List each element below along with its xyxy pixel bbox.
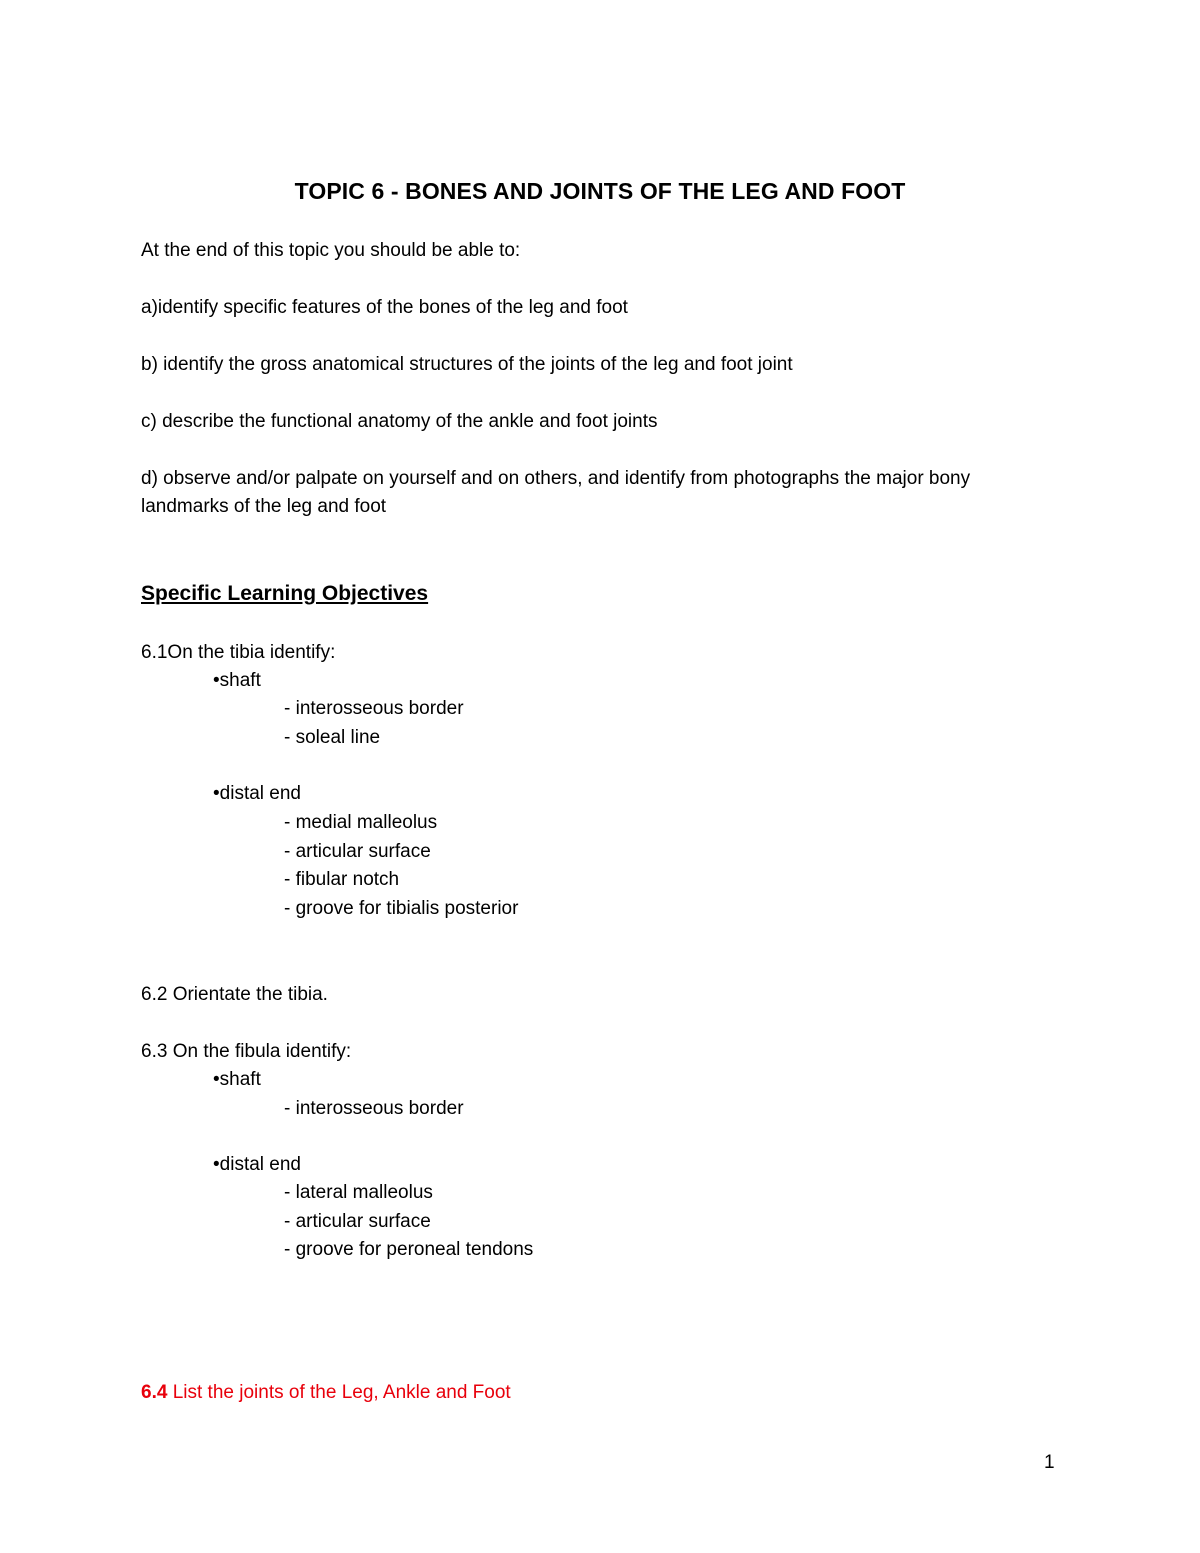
objective-6-3-shaft-item: - interosseous border <box>284 1098 464 1119</box>
page-number: 1 <box>1044 1452 1055 1473</box>
aim-b: b) identify the gross anatomical structures of the joints of the leg and foot joint <box>141 354 793 375</box>
objective-6-3-distal-item: - articular surface <box>284 1211 431 1232</box>
page-title: TOPIC 6 - BONES AND JOINTS OF THE LEG AND FOOT <box>294 178 906 204</box>
objective-6-3-distal-item: - lateral malleolus <box>284 1182 433 1203</box>
objective-6-1-distal-item: - articular surface <box>284 841 431 862</box>
objective-6-4 <box>141 1381 511 1405</box>
intro-text: At the end of this topic you should be able to: <box>141 240 521 261</box>
objective-6-2: 6.2 Orientate the tibia. <box>141 984 328 1005</box>
objective-6-3-distal: •distal end <box>213 1154 301 1175</box>
objective-6-3-label: 6.3 On the fibula identify: <box>141 1041 352 1062</box>
objective-6-1-shaft: •shaft <box>213 670 261 691</box>
objective-6-1-label: 6.1On the tibia identify: <box>141 642 336 663</box>
objectives-heading: Specific Learning Objectives <box>141 582 429 605</box>
objective-6-3-shaft: •shaft <box>213 1069 261 1090</box>
objective-6-1-distal-item: - fibular notch <box>284 869 400 890</box>
objective-6-1-distal-item: - groove for tibialis posterior <box>284 898 519 919</box>
objective-6-1-shaft-item: - interosseous border <box>284 698 464 719</box>
objective-6-1-shaft-item: - soleal line <box>284 727 381 748</box>
aim-a: a)identify specific features of the bones of the leg and foot <box>141 297 628 318</box>
aim-d: d) observe and/or palpate on yourself and on others, and identify from photographs the major bony landmarks of the leg and foot <box>141 468 971 517</box>
objective-6-1-distal: •distal end <box>213 783 301 804</box>
objective-6-4-text: List the joints of the Leg, Ankle and Foot <box>172 1382 511 1403</box>
aim-c: c) describe the functional anatomy of the ankle and foot joints <box>141 411 658 432</box>
objective-6-1-distal-item: - medial malleolus <box>284 812 438 833</box>
objective-6-4-number: 6.4 <box>141 1382 168 1403</box>
objective-6-3-distal-item: - groove for peroneal tendons <box>284 1239 534 1260</box>
